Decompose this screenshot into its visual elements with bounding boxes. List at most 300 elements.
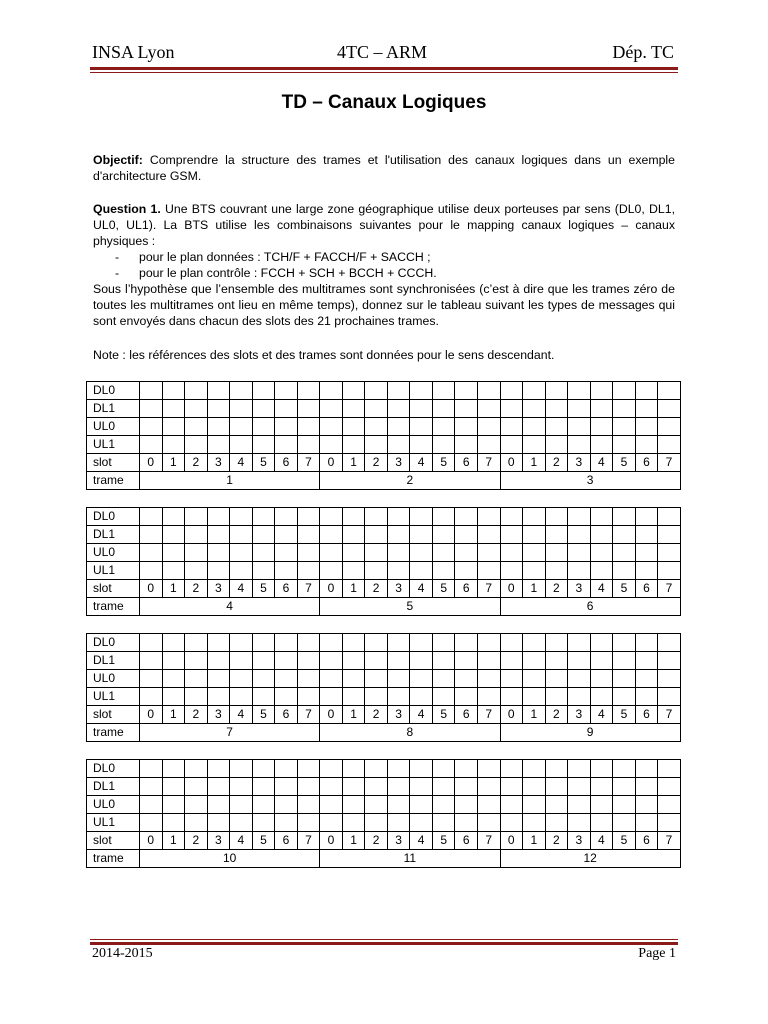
answer-cell[interactable]: [320, 760, 343, 778]
answer-cell[interactable]: [590, 688, 613, 706]
answer-cell[interactable]: [297, 508, 320, 526]
answer-cell[interactable]: [410, 652, 433, 670]
answer-cell[interactable]: [658, 634, 681, 652]
answer-cell[interactable]: [320, 634, 343, 652]
answer-cell[interactable]: [297, 382, 320, 400]
answer-cell[interactable]: [365, 382, 388, 400]
answer-cell[interactable]: [568, 652, 591, 670]
answer-cell[interactable]: [635, 562, 658, 580]
answer-cell[interactable]: [410, 382, 433, 400]
answer-cell[interactable]: [590, 634, 613, 652]
answer-cell[interactable]: [275, 634, 298, 652]
answer-cell[interactable]: [140, 436, 163, 454]
answer-cell[interactable]: [320, 544, 343, 562]
answer-cell[interactable]: [500, 436, 523, 454]
answer-cell[interactable]: [410, 760, 433, 778]
answer-cell[interactable]: [410, 670, 433, 688]
answer-cell[interactable]: [387, 814, 410, 832]
answer-cell[interactable]: [230, 688, 253, 706]
answer-cell[interactable]: [387, 544, 410, 562]
answer-cell[interactable]: [635, 544, 658, 562]
answer-cell[interactable]: [365, 562, 388, 580]
answer-cell[interactable]: [410, 562, 433, 580]
answer-cell[interactable]: [140, 670, 163, 688]
answer-cell[interactable]: [387, 796, 410, 814]
answer-cell[interactable]: [365, 652, 388, 670]
answer-cell[interactable]: [613, 760, 636, 778]
answer-cell[interactable]: [410, 544, 433, 562]
answer-cell[interactable]: [185, 544, 208, 562]
answer-cell[interactable]: [320, 382, 343, 400]
answer-cell[interactable]: [297, 418, 320, 436]
answer-cell[interactable]: [185, 526, 208, 544]
answer-cell[interactable]: [432, 400, 455, 418]
answer-cell[interactable]: [500, 688, 523, 706]
answer-cell[interactable]: [207, 382, 230, 400]
answer-cell[interactable]: [162, 796, 185, 814]
answer-cell[interactable]: [252, 670, 275, 688]
answer-cell[interactable]: [635, 400, 658, 418]
answer-cell[interactable]: [297, 814, 320, 832]
answer-cell[interactable]: [545, 760, 568, 778]
answer-cell[interactable]: [658, 652, 681, 670]
answer-cell[interactable]: [207, 814, 230, 832]
answer-cell[interactable]: [545, 814, 568, 832]
answer-cell[interactable]: [252, 652, 275, 670]
answer-cell[interactable]: [410, 688, 433, 706]
answer-cell[interactable]: [658, 814, 681, 832]
answer-cell[interactable]: [252, 382, 275, 400]
answer-cell[interactable]: [523, 652, 546, 670]
answer-cell[interactable]: [230, 634, 253, 652]
answer-cell[interactable]: [432, 760, 455, 778]
answer-cell[interactable]: [320, 400, 343, 418]
answer-cell[interactable]: [477, 436, 500, 454]
answer-cell[interactable]: [140, 418, 163, 436]
answer-cell[interactable]: [230, 508, 253, 526]
answer-cell[interactable]: [342, 796, 365, 814]
answer-cell[interactable]: [162, 670, 185, 688]
answer-cell[interactable]: [230, 652, 253, 670]
answer-cell[interactable]: [545, 634, 568, 652]
answer-cell[interactable]: [275, 436, 298, 454]
answer-cell[interactable]: [275, 796, 298, 814]
answer-cell[interactable]: [275, 400, 298, 418]
answer-cell[interactable]: [140, 544, 163, 562]
answer-cell[interactable]: [410, 436, 433, 454]
answer-cell[interactable]: [320, 436, 343, 454]
answer-cell[interactable]: [140, 562, 163, 580]
answer-cell[interactable]: [207, 526, 230, 544]
answer-cell[interactable]: [613, 814, 636, 832]
answer-cell[interactable]: [275, 562, 298, 580]
answer-cell[interactable]: [590, 382, 613, 400]
answer-cell[interactable]: [230, 400, 253, 418]
answer-cell[interactable]: [252, 796, 275, 814]
answer-cell[interactable]: [455, 796, 478, 814]
answer-cell[interactable]: [545, 526, 568, 544]
answer-cell[interactable]: [523, 544, 546, 562]
answer-cell[interactable]: [477, 688, 500, 706]
answer-cell[interactable]: [545, 544, 568, 562]
answer-cell[interactable]: [545, 436, 568, 454]
answer-cell[interactable]: [320, 796, 343, 814]
answer-cell[interactable]: [342, 418, 365, 436]
answer-cell[interactable]: [455, 508, 478, 526]
answer-cell[interactable]: [477, 814, 500, 832]
answer-cell[interactable]: [140, 652, 163, 670]
answer-cell[interactable]: [410, 418, 433, 436]
answer-cell[interactable]: [635, 382, 658, 400]
answer-cell[interactable]: [275, 652, 298, 670]
answer-cell[interactable]: [432, 796, 455, 814]
answer-cell[interactable]: [410, 526, 433, 544]
answer-cell[interactable]: [162, 508, 185, 526]
answer-cell[interactable]: [500, 526, 523, 544]
answer-cell[interactable]: [455, 382, 478, 400]
answer-cell[interactable]: [477, 796, 500, 814]
answer-cell[interactable]: [500, 418, 523, 436]
answer-cell[interactable]: [297, 544, 320, 562]
answer-cell[interactable]: [207, 670, 230, 688]
answer-cell[interactable]: [252, 508, 275, 526]
answer-cell[interactable]: [523, 418, 546, 436]
answer-cell[interactable]: [500, 382, 523, 400]
answer-cell[interactable]: [207, 652, 230, 670]
answer-cell[interactable]: [590, 670, 613, 688]
answer-cell[interactable]: [635, 508, 658, 526]
answer-cell[interactable]: [658, 436, 681, 454]
answer-cell[interactable]: [658, 670, 681, 688]
answer-cell[interactable]: [207, 760, 230, 778]
answer-cell[interactable]: [455, 778, 478, 796]
answer-cell[interactable]: [613, 796, 636, 814]
answer-cell[interactable]: [252, 634, 275, 652]
answer-cell[interactable]: [635, 670, 658, 688]
answer-cell[interactable]: [500, 778, 523, 796]
answer-cell[interactable]: [432, 382, 455, 400]
answer-cell[interactable]: [207, 400, 230, 418]
answer-cell[interactable]: [252, 688, 275, 706]
answer-cell[interactable]: [432, 778, 455, 796]
answer-cell[interactable]: [365, 760, 388, 778]
answer-cell[interactable]: [342, 544, 365, 562]
answer-cell[interactable]: [297, 436, 320, 454]
answer-cell[interactable]: [140, 688, 163, 706]
answer-cell[interactable]: [523, 526, 546, 544]
answer-cell[interactable]: [140, 508, 163, 526]
answer-cell[interactable]: [500, 796, 523, 814]
answer-cell[interactable]: [320, 508, 343, 526]
answer-cell[interactable]: [590, 400, 613, 418]
answer-cell[interactable]: [523, 670, 546, 688]
answer-cell[interactable]: [658, 526, 681, 544]
answer-cell[interactable]: [523, 382, 546, 400]
answer-cell[interactable]: [387, 778, 410, 796]
answer-cell[interactable]: [342, 508, 365, 526]
answer-cell[interactable]: [162, 544, 185, 562]
answer-cell[interactable]: [477, 544, 500, 562]
answer-cell[interactable]: [297, 400, 320, 418]
answer-cell[interactable]: [320, 778, 343, 796]
answer-cell[interactable]: [635, 760, 658, 778]
answer-cell[interactable]: [432, 526, 455, 544]
answer-cell[interactable]: [658, 382, 681, 400]
answer-cell[interactable]: [342, 670, 365, 688]
answer-cell[interactable]: [252, 400, 275, 418]
answer-cell[interactable]: [387, 400, 410, 418]
answer-cell[interactable]: [342, 382, 365, 400]
answer-cell[interactable]: [568, 544, 591, 562]
answer-cell[interactable]: [590, 508, 613, 526]
answer-cell[interactable]: [387, 382, 410, 400]
answer-cell[interactable]: [275, 508, 298, 526]
answer-cell[interactable]: [613, 526, 636, 544]
answer-cell[interactable]: [185, 652, 208, 670]
answer-cell[interactable]: [275, 382, 298, 400]
answer-cell[interactable]: [613, 652, 636, 670]
answer-cell[interactable]: [500, 652, 523, 670]
answer-cell[interactable]: [320, 526, 343, 544]
answer-cell[interactable]: [432, 418, 455, 436]
answer-cell[interactable]: [297, 562, 320, 580]
answer-cell[interactable]: [613, 418, 636, 436]
answer-cell[interactable]: [477, 400, 500, 418]
answer-cell[interactable]: [252, 526, 275, 544]
answer-cell[interactable]: [140, 796, 163, 814]
answer-cell[interactable]: [275, 814, 298, 832]
answer-cell[interactable]: [523, 436, 546, 454]
answer-cell[interactable]: [477, 652, 500, 670]
answer-cell[interactable]: [230, 562, 253, 580]
answer-cell[interactable]: [342, 436, 365, 454]
answer-cell[interactable]: [365, 778, 388, 796]
answer-cell[interactable]: [365, 688, 388, 706]
answer-cell[interactable]: [658, 562, 681, 580]
answer-cell[interactable]: [523, 760, 546, 778]
answer-cell[interactable]: [365, 814, 388, 832]
answer-cell[interactable]: [410, 814, 433, 832]
answer-cell[interactable]: [590, 814, 613, 832]
answer-cell[interactable]: [568, 436, 591, 454]
answer-cell[interactable]: [477, 508, 500, 526]
answer-cell[interactable]: [410, 778, 433, 796]
answer-cell[interactable]: [432, 670, 455, 688]
answer-cell[interactable]: [432, 544, 455, 562]
answer-cell[interactable]: [545, 382, 568, 400]
answer-cell[interactable]: [568, 400, 591, 418]
answer-cell[interactable]: [140, 778, 163, 796]
answer-cell[interactable]: [613, 436, 636, 454]
answer-cell[interactable]: [455, 652, 478, 670]
answer-cell[interactable]: [275, 526, 298, 544]
answer-cell[interactable]: [545, 562, 568, 580]
answer-cell[interactable]: [568, 418, 591, 436]
answer-cell[interactable]: [252, 562, 275, 580]
answer-cell[interactable]: [387, 436, 410, 454]
answer-cell[interactable]: [387, 418, 410, 436]
answer-cell[interactable]: [477, 760, 500, 778]
answer-cell[interactable]: [658, 544, 681, 562]
answer-cell[interactable]: [635, 814, 658, 832]
answer-cell[interactable]: [568, 562, 591, 580]
answer-cell[interactable]: [185, 778, 208, 796]
answer-cell[interactable]: [162, 418, 185, 436]
answer-cell[interactable]: [455, 562, 478, 580]
answer-cell[interactable]: [140, 400, 163, 418]
answer-cell[interactable]: [455, 634, 478, 652]
answer-cell[interactable]: [297, 526, 320, 544]
answer-cell[interactable]: [500, 814, 523, 832]
answer-cell[interactable]: [477, 778, 500, 796]
answer-cell[interactable]: [207, 508, 230, 526]
answer-cell[interactable]: [432, 688, 455, 706]
answer-cell[interactable]: [590, 760, 613, 778]
answer-cell[interactable]: [342, 688, 365, 706]
answer-cell[interactable]: [387, 562, 410, 580]
answer-cell[interactable]: [635, 688, 658, 706]
answer-cell[interactable]: [185, 562, 208, 580]
answer-cell[interactable]: [477, 382, 500, 400]
answer-cell[interactable]: [320, 652, 343, 670]
answer-cell[interactable]: [185, 760, 208, 778]
answer-cell[interactable]: [140, 382, 163, 400]
answer-cell[interactable]: [590, 796, 613, 814]
answer-cell[interactable]: [230, 526, 253, 544]
answer-cell[interactable]: [635, 634, 658, 652]
answer-cell[interactable]: [635, 778, 658, 796]
answer-cell[interactable]: [477, 634, 500, 652]
answer-cell[interactable]: [590, 436, 613, 454]
answer-cell[interactable]: [275, 544, 298, 562]
answer-cell[interactable]: [568, 508, 591, 526]
answer-cell[interactable]: [432, 652, 455, 670]
answer-cell[interactable]: [635, 436, 658, 454]
answer-cell[interactable]: [455, 400, 478, 418]
answer-cell[interactable]: [387, 526, 410, 544]
answer-cell[interactable]: [658, 400, 681, 418]
answer-cell[interactable]: [545, 652, 568, 670]
answer-cell[interactable]: [297, 652, 320, 670]
answer-cell[interactable]: [432, 508, 455, 526]
answer-cell[interactable]: [455, 760, 478, 778]
answer-cell[interactable]: [185, 436, 208, 454]
answer-cell[interactable]: [590, 526, 613, 544]
answer-cell[interactable]: [275, 418, 298, 436]
answer-cell[interactable]: [477, 418, 500, 436]
answer-cell[interactable]: [185, 418, 208, 436]
answer-cell[interactable]: [342, 562, 365, 580]
answer-cell[interactable]: [432, 634, 455, 652]
answer-cell[interactable]: [207, 418, 230, 436]
answer-cell[interactable]: [342, 400, 365, 418]
answer-cell[interactable]: [275, 670, 298, 688]
answer-cell[interactable]: [140, 760, 163, 778]
answer-cell[interactable]: [545, 688, 568, 706]
answer-cell[interactable]: [545, 670, 568, 688]
answer-cell[interactable]: [387, 670, 410, 688]
answer-cell[interactable]: [658, 418, 681, 436]
answer-cell[interactable]: [590, 544, 613, 562]
answer-cell[interactable]: [230, 814, 253, 832]
answer-cell[interactable]: [658, 760, 681, 778]
answer-cell[interactable]: [252, 544, 275, 562]
answer-cell[interactable]: [162, 562, 185, 580]
answer-cell[interactable]: [387, 688, 410, 706]
answer-cell[interactable]: [342, 760, 365, 778]
answer-cell[interactable]: [365, 544, 388, 562]
answer-cell[interactable]: [185, 508, 208, 526]
answer-cell[interactable]: [568, 814, 591, 832]
answer-cell[interactable]: [387, 760, 410, 778]
answer-cell[interactable]: [523, 400, 546, 418]
answer-cell[interactable]: [365, 508, 388, 526]
answer-cell[interactable]: [185, 796, 208, 814]
answer-cell[interactable]: [230, 418, 253, 436]
answer-cell[interactable]: [365, 796, 388, 814]
answer-cell[interactable]: [207, 688, 230, 706]
answer-cell[interactable]: [568, 526, 591, 544]
answer-cell[interactable]: [185, 382, 208, 400]
answer-cell[interactable]: [140, 526, 163, 544]
answer-cell[interactable]: [545, 778, 568, 796]
answer-cell[interactable]: [545, 508, 568, 526]
answer-cell[interactable]: [432, 436, 455, 454]
answer-cell[interactable]: [230, 544, 253, 562]
answer-cell[interactable]: [320, 562, 343, 580]
answer-cell[interactable]: [658, 796, 681, 814]
answer-cell[interactable]: [185, 688, 208, 706]
answer-cell[interactable]: [568, 778, 591, 796]
answer-cell[interactable]: [613, 634, 636, 652]
answer-cell[interactable]: [455, 814, 478, 832]
answer-cell[interactable]: [455, 670, 478, 688]
answer-cell[interactable]: [297, 634, 320, 652]
answer-cell[interactable]: [230, 382, 253, 400]
answer-cell[interactable]: [568, 760, 591, 778]
answer-cell[interactable]: [590, 652, 613, 670]
answer-cell[interactable]: [455, 688, 478, 706]
answer-cell[interactable]: [635, 418, 658, 436]
answer-cell[interactable]: [365, 400, 388, 418]
answer-cell[interactable]: [297, 670, 320, 688]
answer-cell[interactable]: [568, 670, 591, 688]
answer-cell[interactable]: [545, 400, 568, 418]
answer-cell[interactable]: [297, 778, 320, 796]
answer-cell[interactable]: [342, 814, 365, 832]
answer-cell[interactable]: [320, 670, 343, 688]
answer-cell[interactable]: [613, 382, 636, 400]
answer-cell[interactable]: [275, 688, 298, 706]
answer-cell[interactable]: [545, 796, 568, 814]
answer-cell[interactable]: [613, 778, 636, 796]
answer-cell[interactable]: [342, 634, 365, 652]
answer-cell[interactable]: [410, 796, 433, 814]
answer-cell[interactable]: [410, 400, 433, 418]
answer-cell[interactable]: [500, 634, 523, 652]
answer-cell[interactable]: [162, 634, 185, 652]
answer-cell[interactable]: [410, 634, 433, 652]
answer-cell[interactable]: [387, 652, 410, 670]
answer-cell[interactable]: [365, 418, 388, 436]
answer-cell[interactable]: [320, 418, 343, 436]
answer-cell[interactable]: [207, 634, 230, 652]
answer-cell[interactable]: [252, 436, 275, 454]
answer-cell[interactable]: [635, 526, 658, 544]
answer-cell[interactable]: [387, 634, 410, 652]
answer-cell[interactable]: [162, 436, 185, 454]
answer-cell[interactable]: [455, 544, 478, 562]
